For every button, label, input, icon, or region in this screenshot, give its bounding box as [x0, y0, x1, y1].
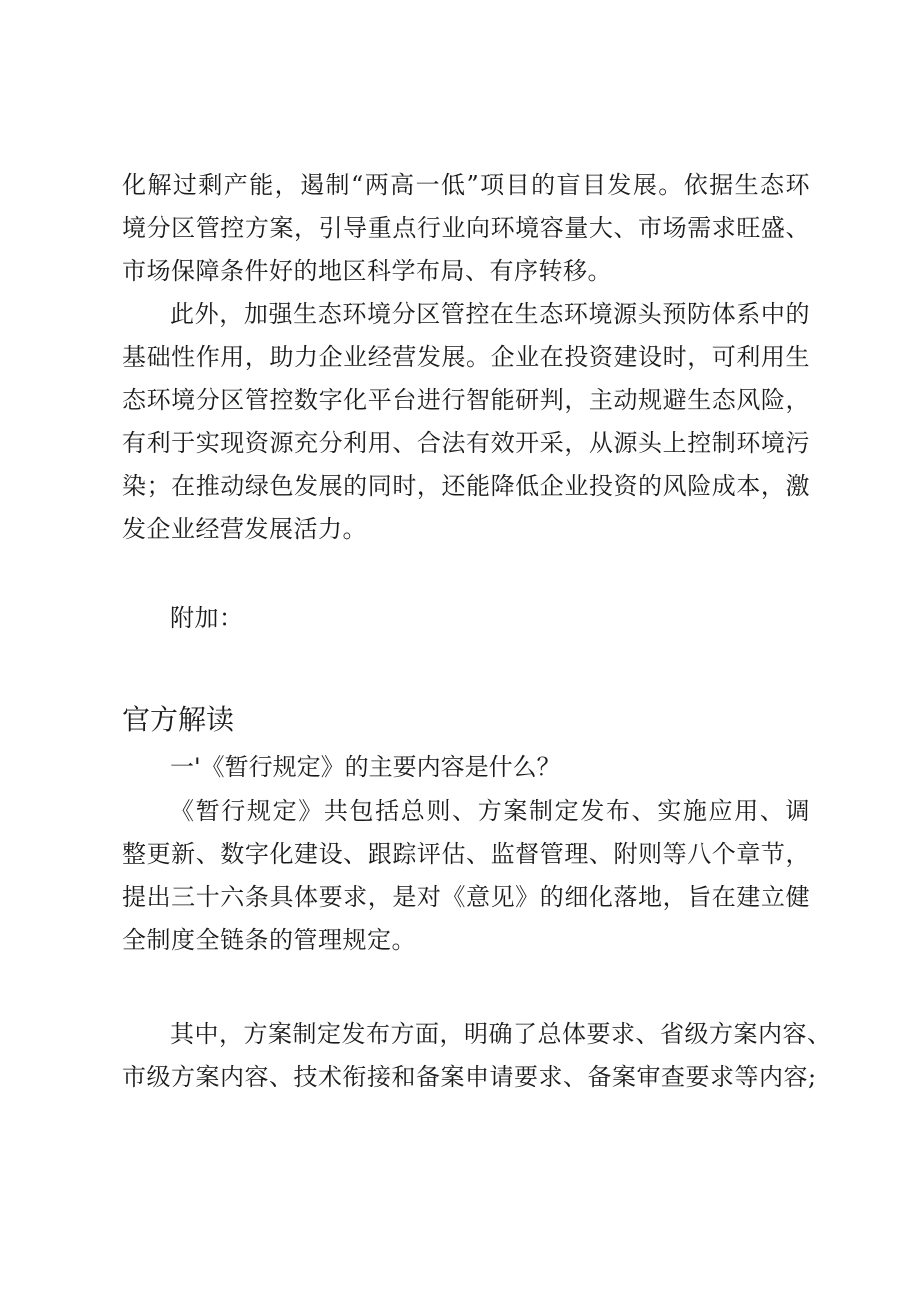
text-line: 境分区管控方案，引导重点行业向环境容量大、市场需求旺盛、: [122, 214, 810, 242]
text-line: 市场保障条件好的地区科学布局、有序转移。: [122, 257, 612, 285]
text-line: 发企业经营发展活力。: [122, 515, 367, 543]
text-line: 《暂行规定》共包括总则、方案制定发布、实施应用、调: [170, 797, 810, 825]
text-line: 化解过剩产能，遏制“两高一低”项目的盲目发展。依据生态环: [122, 171, 810, 199]
text-line: 此外，加强生态环境分区管控在生态环境源头预防体系中的: [170, 300, 810, 328]
text-line: 提出三十六条具体要求，是对《意见》的细化落地，旨在建立健: [122, 883, 810, 911]
text-line: 市级方案内容、技术衔接和备案申请要求、备案审查要求等内容;: [122, 1063, 817, 1091]
text-line: 有利于实现资源充分利用、合法有效开采，从源头上控制环境污: [122, 429, 810, 457]
text-line: 全制度全链条的管理规定。: [122, 926, 416, 954]
section-title: 官方解读: [122, 703, 235, 736]
question-heading: 一'《暂行规定》的主要内容是什么？: [170, 753, 561, 781]
text-line: 附加：: [170, 604, 244, 632]
text-line: 基础性作用，助力企业经营发展。企业在投资建设时，可利用生: [122, 343, 810, 371]
text-line: 其中，方案制定发布方面，明确了总体要求、省级方案内容、: [170, 1020, 832, 1048]
text-line: 染；在推动绿色发展的同时，还能降低企业投资的风险成本，激: [122, 472, 810, 500]
text-line: 态环境分区管控数字化平台进行智能研判，主动规避生态风险，: [122, 386, 810, 414]
text-line: 整更新、数字化建设、跟踪评估、监督管理、附则等八个章节，: [122, 840, 810, 868]
